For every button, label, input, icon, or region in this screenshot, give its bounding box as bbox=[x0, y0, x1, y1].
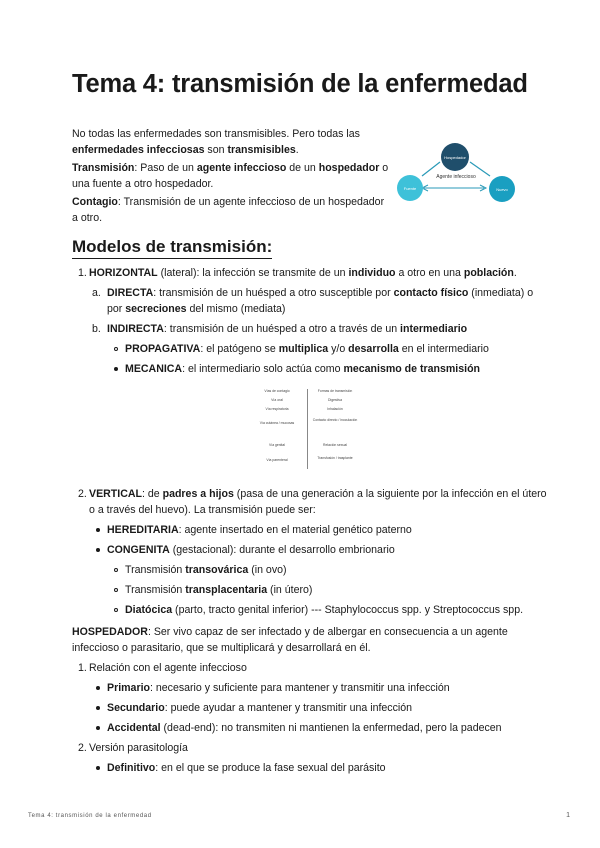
vertical-item-cont: o a través del huevo). La transmisión puede ser: bbox=[89, 504, 316, 516]
table-header: Formas de transmisión bbox=[317, 389, 353, 393]
table-cell: Vía respiratoria bbox=[265, 407, 289, 411]
page-number: 1 bbox=[566, 812, 570, 819]
transmission-cycle-diagram bbox=[392, 132, 532, 212]
table-cell: Vía parenteral bbox=[266, 458, 288, 462]
hospedador-definition: HOSPEDADOR: Ser vivo capaz de ser infectado y de albergar en consecuencia a un agente bbox=[72, 626, 508, 638]
table-cell: Transfusión / trasplante bbox=[317, 456, 353, 460]
mecanica-item: MECANICA: el intermediario solo actúa como mecanismo de transmisión bbox=[125, 363, 481, 375]
bullet-circle bbox=[114, 608, 118, 612]
secundario-item: Secundario: puede ayudar a mantener y transmitir una infección bbox=[107, 702, 413, 714]
bullet-dot bbox=[96, 726, 100, 730]
node-fuente-label: Fuente bbox=[403, 186, 417, 191]
directa-item-cont: por secreciones del mismo (mediata) bbox=[107, 303, 286, 315]
list-number: 2. bbox=[78, 488, 87, 500]
version-item: Versión parasitología bbox=[89, 742, 188, 754]
list-letter: b. bbox=[92, 323, 101, 335]
vertical-item: VERTICAL: de padres a hijos (pasa de una generación a la siguiente por la infección en el útero bbox=[89, 488, 547, 500]
list-number: 1. bbox=[78, 267, 87, 279]
bullet-dot bbox=[96, 766, 100, 770]
horizontal-item: HORIZONTAL (lateral): la infección se transmite de un individuo a otro en una población. bbox=[89, 267, 517, 279]
definitivo-item: Definitivo: en el que se produce la fase sexual del parásito bbox=[107, 762, 386, 774]
congenita-item: CONGENITA (gestacional): durante el desarrollo embrionario bbox=[107, 544, 395, 556]
transovarica-item: Transmisión transovárica (in ovo) bbox=[125, 564, 287, 576]
bullet-dot bbox=[96, 528, 100, 532]
transplacentaria-item: Transmisión transplacentaria (in útero) bbox=[125, 584, 313, 596]
propagativa-item: PROPAGATIVA: el patógeno se multiplica y/o desarrolla en el intermediario bbox=[125, 343, 489, 355]
table-cell: Relación sexual bbox=[323, 443, 347, 447]
table-cell: Vía genital bbox=[268, 443, 286, 447]
transmission-table bbox=[252, 389, 362, 469]
hospedador-definition-cont: infeccioso o parasitario, que se multiplicará y desarrollará en él. bbox=[72, 642, 371, 654]
bullet-circle bbox=[114, 568, 118, 572]
diatocica-item: Diatócica (parto, tracto genital inferior) --- Staphylococcus spp. y Streptococcus spp. bbox=[125, 604, 524, 616]
intro-paragraph-2: Transmisión: Paso de un agente infeccioso de un hospedador o una fuente a otro hospedador. bbox=[72, 162, 389, 190]
page-title: Tema 4: transmisión de la enfermedad bbox=[72, 70, 528, 98]
intro-paragraph-1: No todas las enfermedades son transmisibles. Pero todas las enfermedades infecciosas son transmisibles. bbox=[72, 128, 360, 156]
indirecta-item: INDIRECTA: transmisión de un huésped a otro a través de un intermediario bbox=[107, 323, 468, 335]
primario-item: Primario: necesario y suficiente para mantener y transmitir una infección bbox=[107, 682, 450, 694]
table-header: Vías de contagio bbox=[264, 389, 290, 393]
page-footer: Tema 4: transmisión de la enfermedad bbox=[28, 813, 152, 819]
table-cell: Vía oral bbox=[271, 398, 283, 402]
table-cell: Contacto directo / inoculación bbox=[312, 418, 358, 422]
directa-item: DIRECTA: transmisión de un huésped a otro susceptible por contacto físico (inmediata) o bbox=[107, 287, 534, 299]
relacion-item: Relación con el agente infeccioso bbox=[89, 662, 247, 674]
table-cell: Digestiva bbox=[328, 398, 342, 402]
list-number: 2. bbox=[78, 742, 87, 754]
node-hospedador-label: Hospedador bbox=[444, 155, 466, 160]
intro-paragraph-3: Contagio: Transmisión de un agente infeccioso de un hospedador a otro. bbox=[72, 196, 385, 224]
bullet-dot bbox=[96, 686, 100, 690]
bullet-circle bbox=[114, 588, 118, 592]
bullet-dot bbox=[114, 367, 118, 371]
bullet-dot bbox=[96, 548, 100, 552]
list-number: 1. bbox=[78, 662, 87, 674]
accidental-item: Accidental (dead-end): no transmiten ni mantienen la enfermedad, pero la padecen bbox=[107, 722, 502, 734]
table-cell: Inhalación bbox=[327, 407, 343, 411]
bullet-circle bbox=[114, 347, 118, 351]
list-letter: a. bbox=[92, 287, 101, 299]
hereditaria-item: HEREDITARIA: agente insertado en el material genético paterno bbox=[107, 524, 412, 536]
bullet-dot bbox=[96, 706, 100, 710]
arrow-label: Agente infeccioso bbox=[436, 174, 476, 180]
node-nuevo-label: Nuevo bbox=[496, 187, 508, 192]
table-cell: Vía cutánea / mucosas bbox=[259, 421, 295, 425]
section-heading: Modelos de transmisión: bbox=[72, 236, 272, 259]
